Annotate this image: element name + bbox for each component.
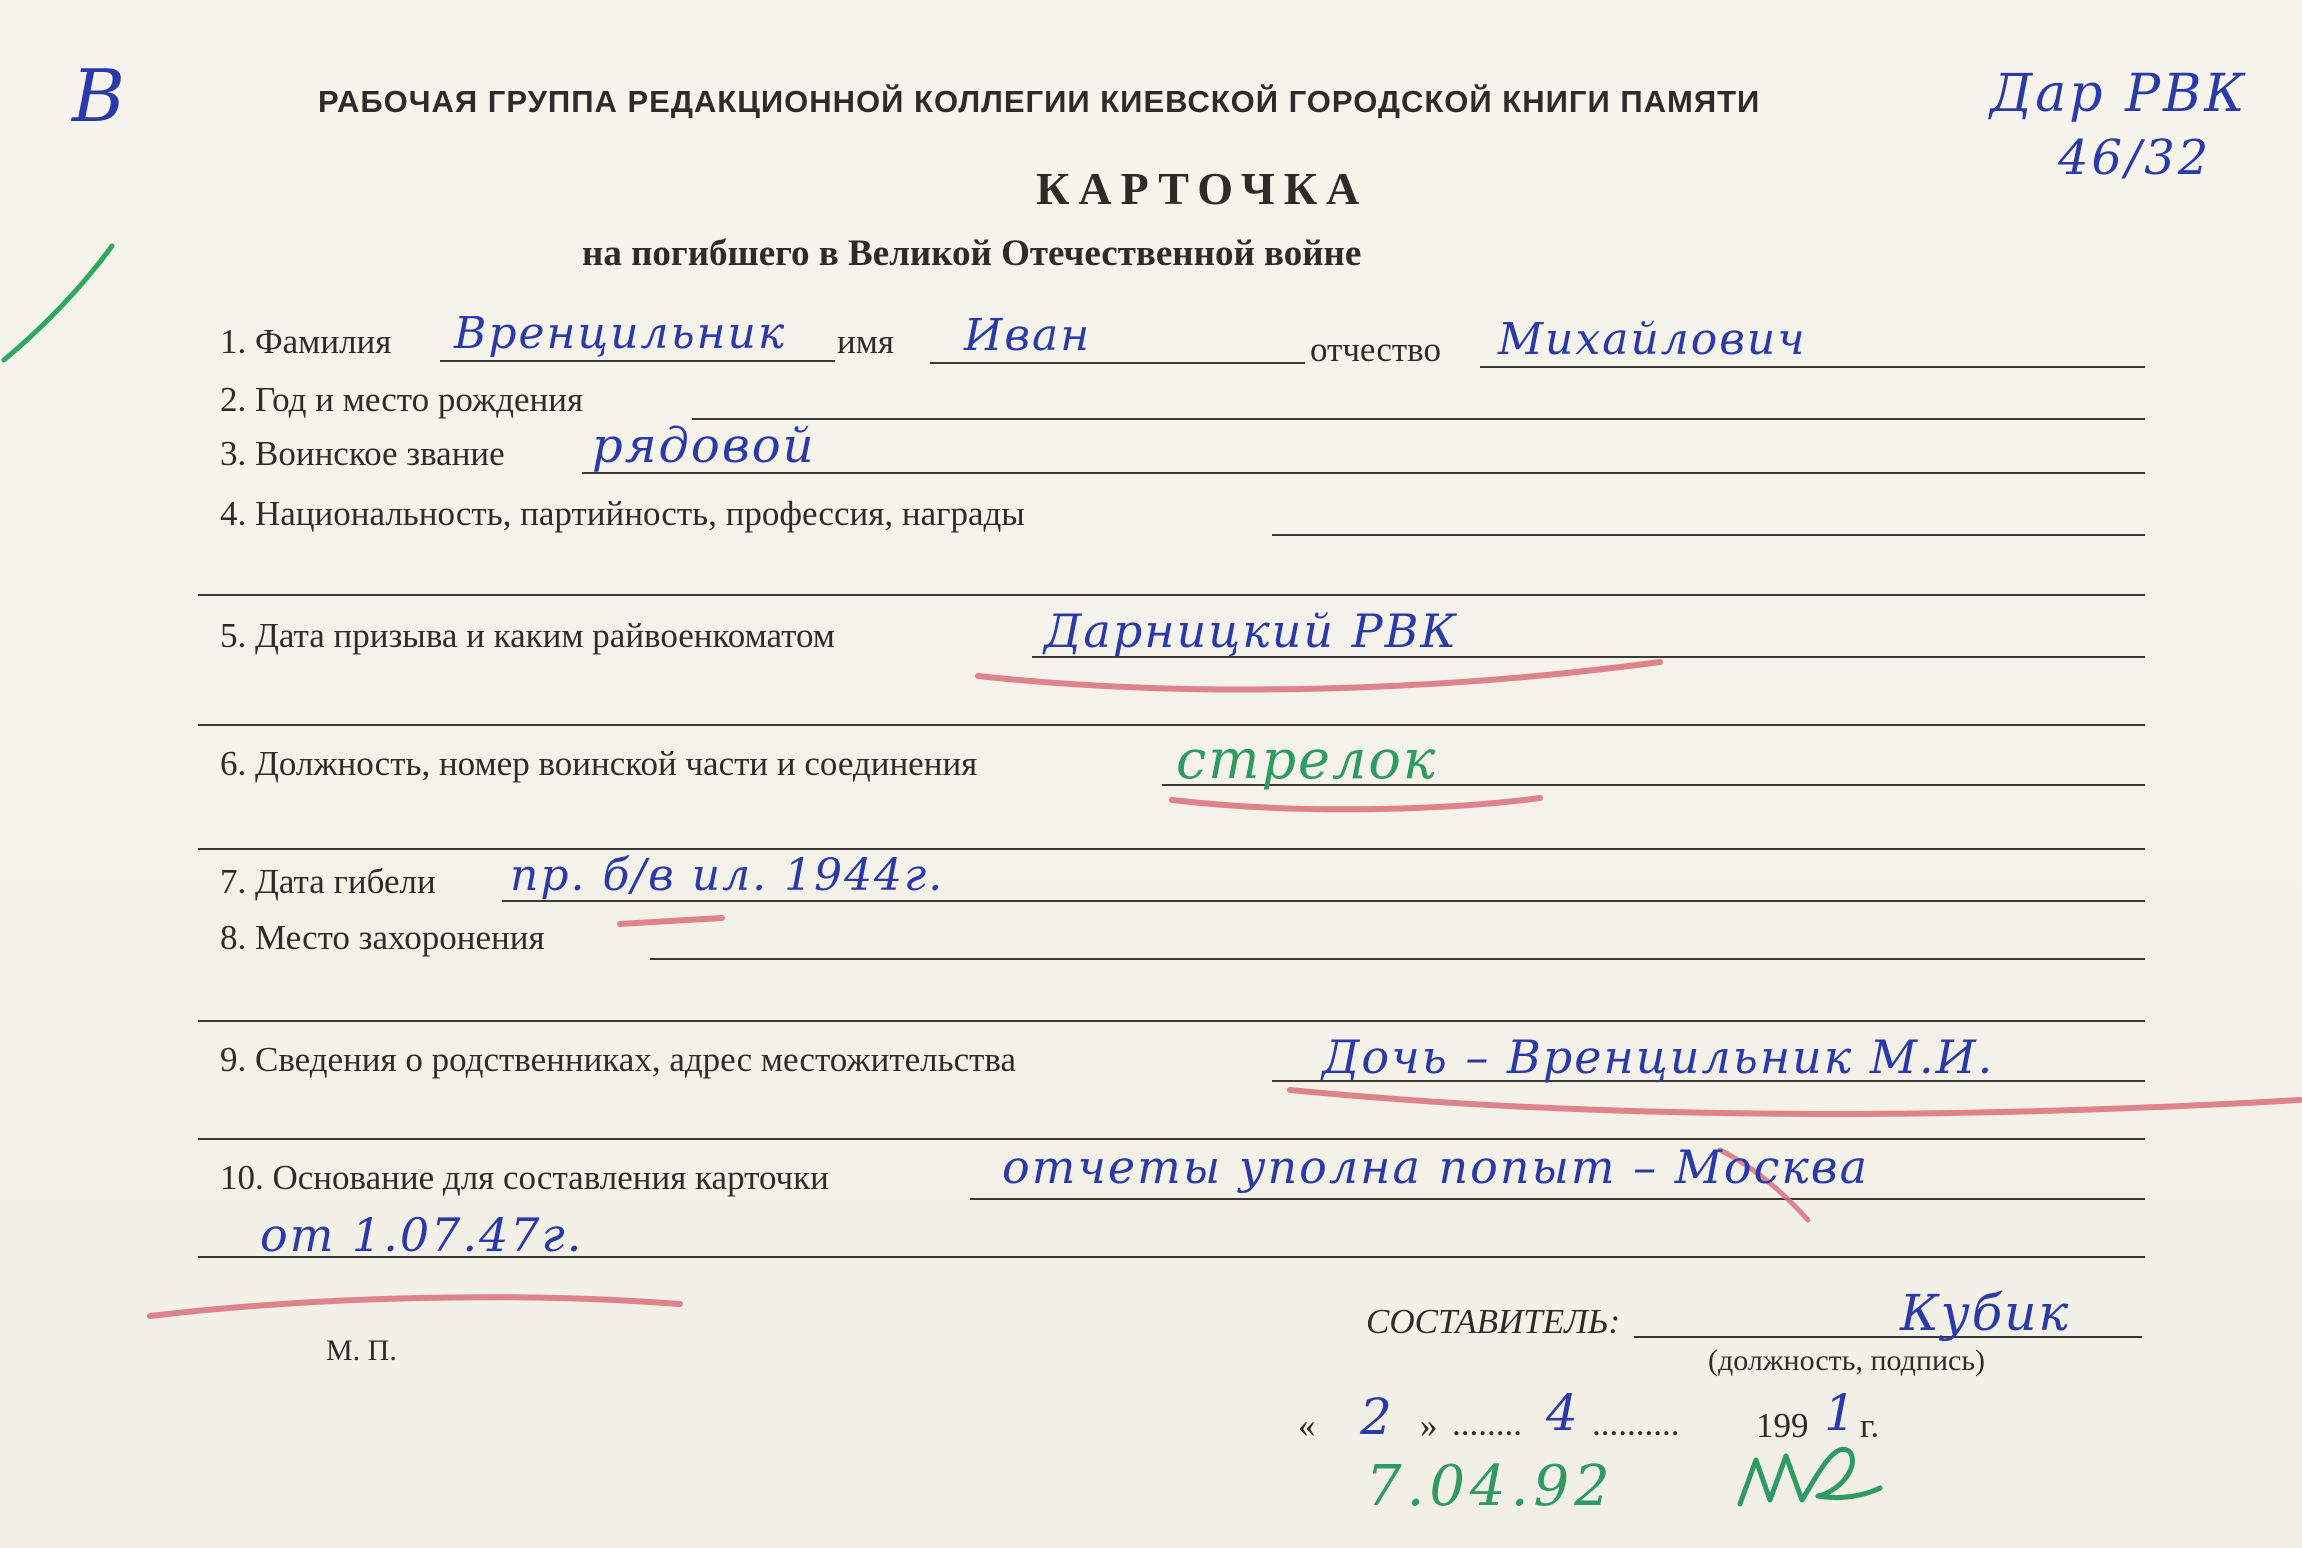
rank-value: рядовой <box>592 418 816 474</box>
date-year-digit: 1 <box>1824 1384 1858 1442</box>
death-label: 7. Дата гибели <box>220 862 436 901</box>
year-prefix: 199 <box>1756 1406 1809 1445</box>
organization-header: РАБОЧАЯ ГРУППА РЕДАКЦИОННОЙ КОЛЛЕГИИ КИЕВСКОЙ ГОРОДСКОЙ КНИГИ ПАМЯТИ <box>318 84 1761 119</box>
rank-label: 3. Воинское звание <box>220 434 505 473</box>
burial-label: 8. Место захоронения <box>220 918 545 957</box>
patronymic-label: отчество <box>1310 330 1441 369</box>
corner-note-1: Дар РВК <box>1990 64 2248 124</box>
position-label: 6. Должность, номер воинской части и соединения <box>220 744 978 783</box>
patronymic-value: Михайлович <box>1498 314 1807 365</box>
relatives-value: Дочь – Вренцильник М.И. <box>1322 1030 1995 1084</box>
surname-value: Вренцильник <box>454 308 787 359</box>
card-subtitle: на погибшего в Великой Отечественной войне <box>582 233 1362 274</box>
surname-label: 1. Фамилия <box>220 322 392 361</box>
date-close-quote: » <box>1420 1406 1438 1445</box>
date-day: 2 <box>1360 1388 1394 1446</box>
year-suffix: г. <box>1860 1406 1880 1445</box>
position-value: стрелок <box>1176 728 1438 791</box>
date-dots-1: ........ <box>1452 1404 1522 1443</box>
compiler-signature: Кубик <box>1900 1284 2071 1342</box>
green-date: 7.04.92 <box>1366 1454 1615 1519</box>
date-open-quote: « <box>1298 1406 1316 1445</box>
draft-value: Дарницкий РВК <box>1044 604 1458 658</box>
card-title: КАРТОЧКА <box>1036 163 1369 214</box>
date-month: 4 <box>1546 1384 1580 1442</box>
date-dots-2: .......... <box>1592 1404 1680 1443</box>
basis-value-1: отчеты уполна попыт – Москва <box>1002 1140 1869 1194</box>
corner-letter: В <box>72 54 127 138</box>
stamp-place: М. П. <box>326 1334 397 1367</box>
basis-value-2: от 1.07.47г. <box>260 1208 584 1262</box>
relatives-label: 9. Сведения о родственниках, адрес местожительства <box>220 1040 1017 1079</box>
name-label: имя <box>837 322 894 361</box>
draft-label: 5. Дата призыва и каким райвоенкоматом <box>220 616 835 655</box>
basis-label: 10. Основание для составления карточки <box>220 1158 829 1197</box>
death-date-value: пр. б/в ил. 1944г. <box>510 850 945 901</box>
corner-note-2: 46/32 <box>2058 130 2212 186</box>
compiler-label: СОСТАВИТЕЛЬ: <box>1366 1302 1621 1341</box>
compiler-hint: (должность, подпись) <box>1708 1344 1986 1377</box>
name-value: Иван <box>964 310 1092 361</box>
birth-label: 2. Год и место рождения <box>220 380 584 419</box>
nationality-label: 4. Национальность, партийность, профессия, награды <box>220 494 1025 533</box>
